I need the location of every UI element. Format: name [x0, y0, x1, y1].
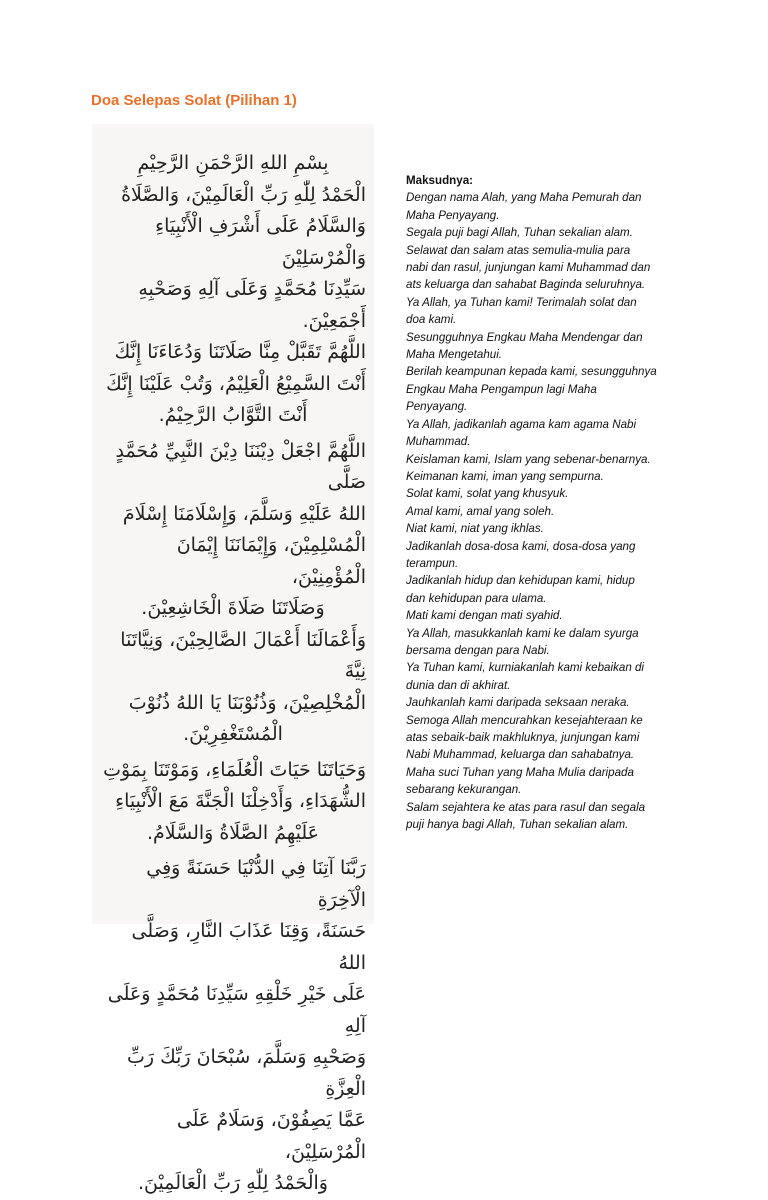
- arabic-line: عَلَيْهِمُ الصَّلَاةُ وَالسَّلَامُ.: [146, 821, 319, 844]
- translation-line: Ya Allah, jadikanlah agama kam agama Nabi: [406, 417, 637, 431]
- translation-line: Berilah keampunan kepada kami, sesungguhnya: [406, 365, 657, 379]
- translation-line: Semoga Allah mencurahkan kesejahteraan ke: [406, 713, 643, 727]
- arabic-line: عَلَى خَيْرِ خَلْقِهِ سَيِّدِنَا مُحَمَّدٍ وَعَلَى آلِهِ: [107, 983, 366, 1037]
- translation-line: Dengan nama Alah, yang Maha Pemurah dan: [406, 191, 642, 205]
- translation-line: ats keluarga dan sahabat Baginda seluruhnya.: [406, 278, 646, 292]
- translation-line: doa kami.: [406, 313, 457, 327]
- translation-line: Maha suci Tuhan yang Maha Mulia daripada: [406, 765, 634, 779]
- arabic-line: الْمُسْتَغْفِرِيْنَ.: [183, 723, 283, 745]
- translation-line: Penyayang.: [406, 400, 468, 414]
- arabic-line: سَيِّدِنَا مُحَمَّدٍ وَعَلَى آلِهِ وَصَحْبِهِ أَجْمَعِيْنَ.: [138, 278, 366, 332]
- arabic-line: عَمَّا يَصِفُوْنَ، وَسَلَامٌ عَلَى الْمُرْسَلِيْنَ،: [176, 1109, 366, 1163]
- arabic-line: اللَّهُمَّ تَقَبَّلْ مِنَّا صَلَاتَنَا وَدُعَاءَنَا إِنَّكَ: [114, 341, 366, 363]
- arabic-line: حَسَنَةً، وَقِنَا عَذَابَ النَّارِ، وَصَلَّى اللهُ: [131, 920, 366, 974]
- arabic-line: الشُّهَدَاءِ، وَأَدْخِلْنَا الْجَنَّةَ مَعَ الْأَنْبِيَاءِ: [115, 790, 366, 812]
- translation-line: Ya Tuhan kami, kurniakanlah kami kebaikan di: [406, 661, 645, 675]
- translation-line: Amal kami, amal yang soleh.: [406, 504, 555, 518]
- arabic-line: اللهُ عَلَيْهِ وَسَلَّمَ، وَإِسْلَامَنَا إِسْلَامَ: [122, 502, 366, 525]
- translation-line: Nabi Muhammad, keluarga dan sahabatnya.: [406, 748, 635, 762]
- arabic-line: وَالسَّلَامُ عَلَى أَشْرَفِ الْأَنْبِيَاءِ وَالْمُرْسَلِيْنَ: [155, 215, 366, 269]
- arabic-line: أَنْتَ السَّمِيْعُ الْعَلِيْمُ، وَتُبْ عَلَيْنَا إِنَّكَ: [106, 372, 366, 395]
- arabic-line: وَأَعْمَالَنَا أَعْمَالَ الصَّالِحِيْنَ، وَنِيَّاتَنَا نِيَّةَ: [120, 628, 366, 682]
- translation-line: Keislaman kami, Islam yang sebenar-benarnya.: [406, 452, 651, 466]
- page-title: Doa Selepas Solat (Pilihan 1): [91, 92, 297, 109]
- arabic-line: اللَّهُمَّ اجْعَلْ دِيْنَنَا دِيْنَ النَّبِيِّ مُحَمَّدٍ صَلَّى: [115, 439, 366, 493]
- arabic-line: وَصَلَاتَنَا صَلَاةَ الْخَاشِعِيْنَ.: [141, 597, 325, 619]
- arabic-line: وَحَيَاتَنَا حَيَاتَ الْعُلَمَاءِ، وَمَوْتَنَا بِمَوْتِ: [103, 758, 366, 781]
- arabic-line: وَالْحَمْدُ لِلّٰهِ رَبِّ الْعَالَمِيْنَ.: [138, 1172, 328, 1194]
- translation-line: Keimanan kami, iman yang sempurna.: [406, 469, 604, 483]
- translation-line: Engkau Maha Pengampun lagi Maha: [406, 382, 597, 396]
- translation-line: Jadikanlah dosa-dosa kami, dosa-dosa yang: [406, 539, 636, 553]
- arabic-line: أَنْتَ التَّوَّابُ الرَّحِيْمُ.: [158, 404, 308, 426]
- arabic-prayer-text: [100, 148, 366, 1200]
- translation-line: sebarang kekurangan.: [406, 783, 522, 797]
- translation-line: Jauhkanlah kami daripada seksaan neraka.: [406, 696, 630, 710]
- translation-line: Ya Allah, masukkanlah kami ke dalam syurga: [406, 626, 639, 640]
- translation-heading: Maksudnya:: [406, 174, 474, 187]
- translation-line: Segala puji bagi Allah, Tuhan sekalian alam.: [406, 226, 633, 240]
- translation-line: atas sebaik-baik makhluknya, junjungan kami: [406, 731, 640, 744]
- translation-line: Solat kami, solat yang khusyuk.: [406, 487, 569, 501]
- arabic-line: الْمُخْلِصِيْنَ، وَذُنُوْبَنَا يَا اللهُ ذُنُوْبَ: [128, 691, 366, 714]
- translation-line: Maha Penyayang.: [406, 208, 500, 222]
- translation-line: bersama dengan para Nabi.: [406, 643, 550, 657]
- translation-line: Mati kami dengan mati syahid.: [406, 609, 563, 623]
- arabic-line: الْمُسْلِمِيْنَ، وَإِيْمَانَنَا إِيْمَانَ الْمُؤْمِنِيْنَ،: [176, 534, 366, 588]
- translation-line: terampun.: [406, 556, 459, 570]
- translation-line: Salam sejahtera ke atas para rasul dan segala: [406, 800, 646, 814]
- translation-line: Muhammad.: [406, 435, 471, 449]
- arabic-line: رَبَّنَا آتِنَا فِي الدُّنْيَا حَسَنَةً وَفِي الْآخِرَةِ: [146, 857, 366, 911]
- translation-line: Jadikanlah hidup dan kehidupan kami, hidup: [406, 574, 635, 588]
- translation-line: dan kehidupan para ulama.: [406, 591, 547, 605]
- arabic-line: وَصَحْبِهِ وَسَلَّمَ، سُبْحَانَ رَبِّكَ رَبِّ الْعِزَّةِ: [126, 1046, 366, 1100]
- translation-line: Selawat dan salam atas semulia-mulia para: [406, 243, 631, 257]
- translation-line: Niat kami, niat yang ikhlas.: [406, 522, 544, 536]
- arabic-line: بِسْمِ اللهِ الرَّحْمَنِ الرَّحِيْمِ: [137, 152, 329, 174]
- translation-line: Maha Mengetahui.: [406, 348, 503, 362]
- translation-line: nabi dan rasul, junjungan kami Muhammad dan: [406, 261, 651, 275]
- translation-block: [406, 172, 696, 833]
- translation-line: Sesungguhnya Engkau Maha Mendengar dan: [406, 330, 643, 344]
- translation-line: puji hanya bagi Allah, Tuhan sekalian alam.: [406, 818, 629, 832]
- translation-line: Ya Allah, ya Tuhan kami! Terimalah solat dan: [406, 295, 637, 309]
- translation-line: dunia dan di akhirat.: [406, 678, 511, 692]
- arabic-line: الْحَمْدُ لِلّٰهِ رَبِّ الْعَالَمِيْنَ، وَالصَّلَاةُ: [121, 183, 366, 206]
